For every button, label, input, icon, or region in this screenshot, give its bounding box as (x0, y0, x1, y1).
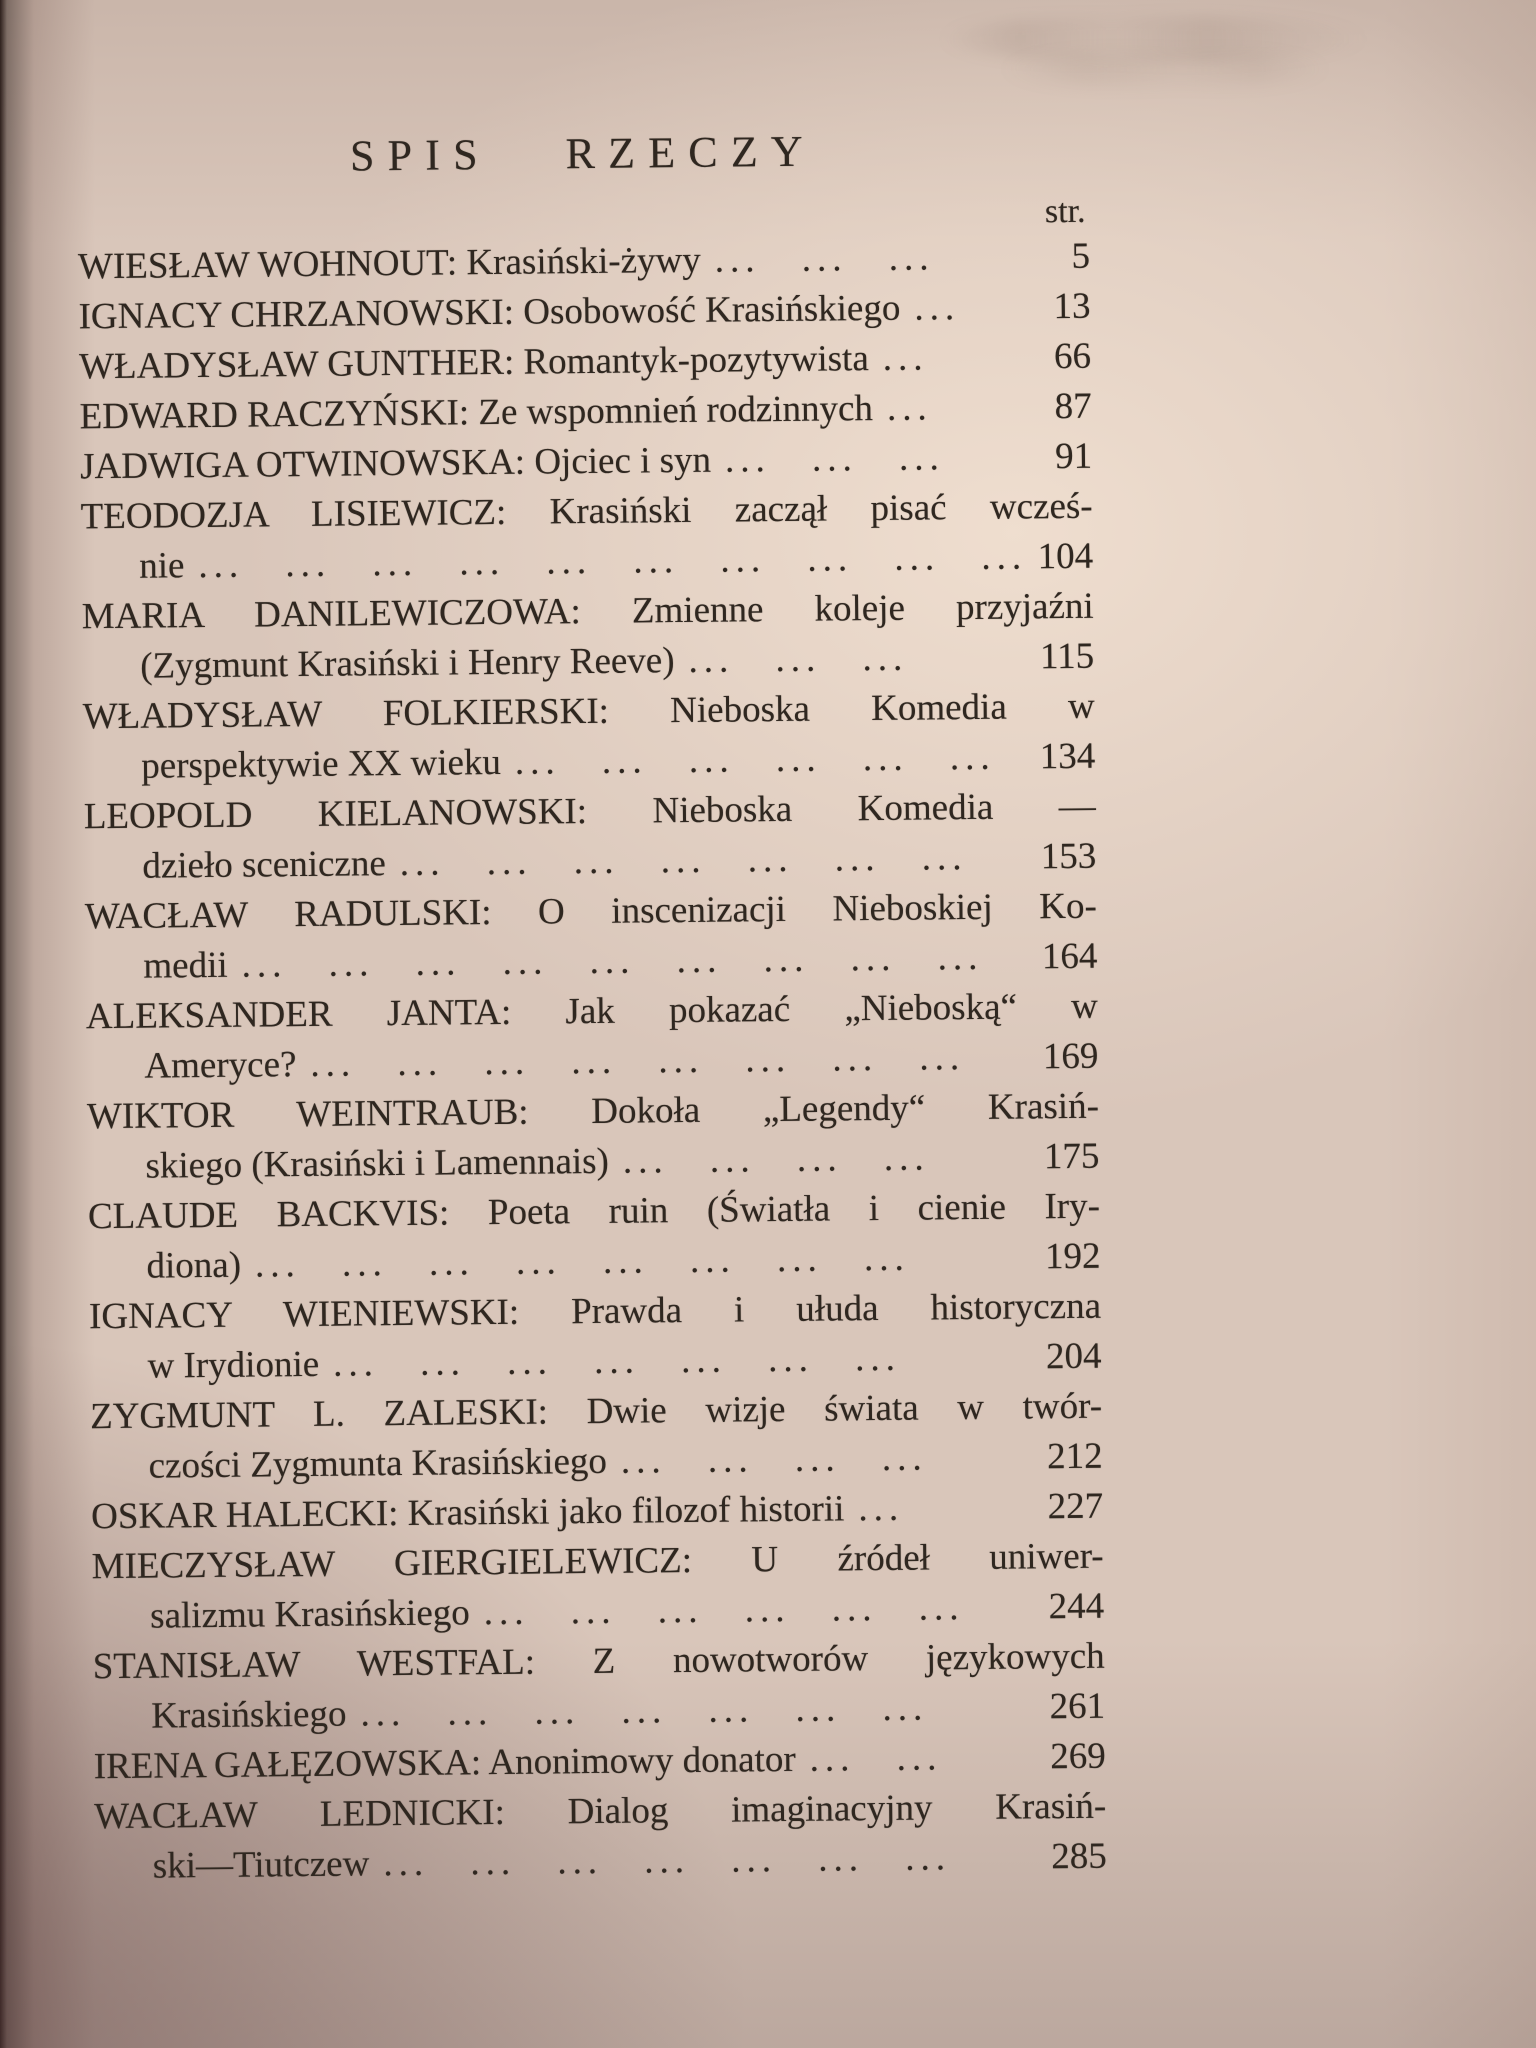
page-number: 169 (1042, 1035, 1099, 1078)
toc-row-text: OSKAR HALECKI: Krasiński jako filozof historii (90, 1488, 845, 1538)
page-number: 13 (1053, 285, 1091, 328)
toc-row-text: Krasińskiego (151, 1693, 347, 1737)
dot-leader: ... ... ... ... ... ... ... ... ... (241, 936, 984, 986)
toc-row-text: CLAUDE BACKVIS: Poeta ruin (Światła i cienie Iry- (87, 1185, 1101, 1238)
page-number: 134 (1039, 735, 1096, 778)
toc-row-text: IGNACY WIENIEWSKI: Prawda i ułuda historyczna (88, 1285, 1102, 1338)
dot-leader: ... ... ... ... (620, 1437, 928, 1482)
page-number: 91 (1054, 435, 1093, 478)
dot-leader: ... ... ... (688, 637, 909, 681)
toc-row-text: w Irydionie (147, 1343, 320, 1387)
toc-rows (78, 232, 1107, 1893)
toc-row-text: WIKTOR WEINTRAUB: Dokoła „Legendy“ Krasiń- (86, 1085, 1100, 1138)
page-number: 227 (1047, 1485, 1104, 1528)
toc-row-text: Ameryce? (144, 1044, 297, 1087)
dot-leader: ... ... ... ... ... ... ... ... (310, 1037, 966, 1085)
page-number: 175 (1043, 1135, 1100, 1178)
toc-row-text: TEODOZJA LISIEWICZ: Krasiński zaczął pisać wcześ- (80, 485, 1093, 538)
page-number: 212 (1046, 1435, 1103, 1478)
page-number: 192 (1044, 1235, 1101, 1278)
page-number: 164 (1041, 935, 1098, 978)
dot-leader: ... (882, 337, 929, 379)
toc-row-text: WŁADYSŁAW GUNTHER: Romantyk-pozytywista (78, 338, 869, 388)
dot-leader: ... ... ... ... ... ... ... (332, 1337, 902, 1385)
toc-row-text: perspektywie XX wieku (141, 741, 502, 787)
dot-leader: ... ... ... ... ... ... (483, 1587, 965, 1634)
dot-leader: ... ... ... ... ... ... ... (399, 837, 968, 884)
toc-row-text: dzieło sceniczne (142, 843, 386, 887)
page-number: 87 (1054, 385, 1092, 428)
dot-leader: ... (858, 1487, 905, 1530)
toc-row-text: WACŁAW RADULSKI: O inscenizacji Nieboskiej Ko- (84, 885, 1098, 938)
toc-row-text: WŁADYSŁAW FOLKIERSKI: Nieboska Komedia w (82, 685, 1095, 738)
toc-row-text: STANISŁAW WESTFAL: Z nowotworów językowych (92, 1635, 1105, 1688)
toc-row-text: WACŁAW LEDNICKI: Dialog imaginacyjny Krasiń- (94, 1785, 1107, 1838)
toc-row-text: nie (138, 545, 185, 587)
toc-row-text: (Zygmunt Krasiński i Henry Reeve) (140, 640, 675, 687)
dot-leader: ... ... ... ... ... ... ... (383, 1837, 952, 1885)
bleed-through-smudge (1000, 52, 1330, 86)
toc-row-text: MARIA DANILEWICZOWA: Zmienne koleje przyjaźni (81, 585, 1094, 638)
toc-row-text: LEOPOLD KIELANOWSKI: Nieboska Komedia — (83, 785, 1096, 838)
page-number: 66 (1053, 335, 1092, 378)
dot-leader: ... ... ... ... (622, 1137, 930, 1182)
toc-row-text: ALEKSANDER JANTA: Jak pokazać „Nieboską“ w (85, 985, 1099, 1038)
page-title: SPIS RZECZY (349, 126, 817, 181)
page-number: 261 (1049, 1685, 1106, 1728)
table-of-contents (77, 123, 1107, 1893)
toc-row-text: salizmu Krasińskiego (149, 1592, 470, 1637)
toc-row-text: IGNACY CHRZANOWSKI: Osobowość Krasińskiego (78, 287, 901, 338)
toc-row-text: medii (143, 944, 228, 987)
page-number: 115 (1039, 635, 1095, 678)
page-number: 153 (1040, 835, 1097, 878)
toc-row-text: IRENA GAŁĘZOWSKA: Anonimowy donator (93, 1738, 796, 1788)
toc-row-text: JADWIGA OTWINOWSKA: Ojciec i syn (79, 439, 712, 488)
dot-leader: ... ... ... ... ... ... ... (360, 1687, 929, 1735)
dot-leader: ... ... ... ... ... ... ... ... (254, 1237, 910, 1286)
page-column-label: str. (1044, 192, 1086, 231)
page-number: 285 (1051, 1835, 1107, 1878)
toc-row-text: MIECZYSŁAW GIERGIELEWICZ: U źródeł uniwer- (91, 1535, 1104, 1588)
dot-leader: ... ... (809, 1737, 943, 1780)
toc-row-text: diona) (146, 1244, 242, 1287)
toc-row-text: czości Zygmunta Krasińskiego (148, 1440, 608, 1487)
dot-leader: ... ... ... ... ... ... (514, 736, 996, 783)
toc-row-text: EDWARD RACZYŃSKI: Ze wspomnień rodzinnych (79, 388, 874, 438)
dot-leader: ... (886, 387, 933, 429)
page-number: 244 (1048, 1585, 1105, 1628)
dot-leader: ... ... ... (714, 237, 935, 281)
toc-row-text: ski—Tiutczew (152, 1843, 370, 1887)
toc-row-text: skiego (Krasiński i Lamennais) (145, 1140, 610, 1187)
page-number: 5 (1071, 235, 1091, 277)
page-number: 104 (1037, 535, 1094, 578)
toc-row (95, 1832, 1107, 1893)
dot-leader: ... (914, 287, 961, 329)
toc-row-text: ZYGMUNT L. ZALESKI: Dwie wizje świata w twór- (89, 1385, 1103, 1438)
dot-leader: ... ... ... (724, 437, 946, 481)
dot-leader: ... ... ... ... ... ... ... ... ... ... (198, 536, 1028, 587)
page-number: 269 (1049, 1735, 1106, 1778)
page-number: 204 (1045, 1335, 1102, 1378)
toc-row-text: WIESŁAW WOHNOUT: Krasiński-żywy (77, 239, 701, 288)
